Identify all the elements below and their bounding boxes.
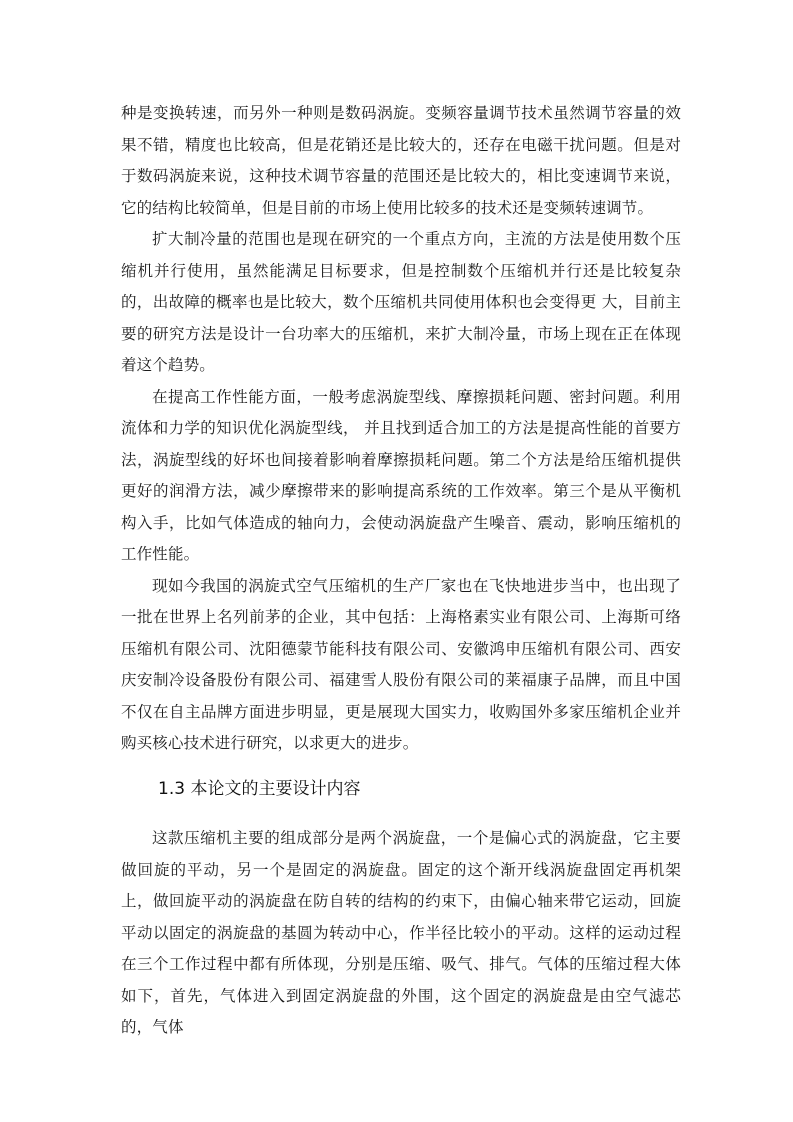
paragraph-performance: 在提高工作性能方面，一般考虑涡旋型线、摩擦损耗问题、密封问题。利用流体和力学的知识优化涡旋型线， 并且找到适合加工的方法是提高性能的首要方法，涡旋型线的好坏也间接着影响着摩擦损耗问题。第二个方法是给压缩机提供更好的润滑方法，减少摩擦带来的影响提高系统的工作效率。第三个是从平衡机构入手，比如气体造成的轴向力，会使动涡旋盘产生噪音、震动，影响压缩机的工作性能。	[121, 387, 681, 563]
paragraph-continuation: 种是变换转速，而另外一种则是数码涡旋。变频容量调节技术虽然调节容量的效果不错，精度也比较高，但是花销还是比较大的，还存在电磁干扰问题。但是对于数码涡旋来说，这种技术调节容量的范围还是比较大的，相比变速调节来说，它的结构比较简单，但是目前的市场上使用比较多的技术还是变频转速调节。	[121, 104, 681, 217]
paragraph-domestic-manufacturers: 现如今我国的涡旋式空气压缩机的生产厂家也在飞快地进步当中，也出现了一批在世界上名列前茅的企业，其中包括：上海格素实业有限公司、上海斯可络压缩机有限公司、沈阳德蒙节能科技有限公司、安徽鸿申压缩机有限公司、西安庆安制冷设备股份有限公司、福建雪人股份有限公司的莱福康子品牌，而且中国不仅在自主品牌方面进步明显，更是展现大国实力，收购国外多家压缩机企业并购买核心技术进行研究，以求更大的进步。	[121, 576, 681, 752]
section-heading: 1.3 本论文的主要设计内容	[158, 779, 361, 799]
body-text-upper	[121, 98, 681, 760]
paragraph-design-content: 这款压缩机主要的组成部分是两个涡旋盘，一个是偏心式的涡旋盘，它主要做回旋的平动，另一个是固定的涡旋盘。固定的这个渐开线涡旋盘固定再机架上，做回旋平动的涡旋盘在防自转的结构的约束下，由偏心轴来带它运动，回旋平动以固定的涡旋盘的基圆为转动中心，作半径比较小的平动。这样的运动过程在三个工作过程中都有所体现，分别是压缩、吸气、排气。气体的压缩过程大体如下，首先，气体进入到固定涡旋盘的外围，这个固定的涡旋盘是由空气滤芯的，气体	[121, 829, 681, 1036]
body-text-lower	[121, 823, 681, 1044]
paragraph-cooling-capacity: 扩大制冷量的范围也是现在研究的一个重点方向，主流的方法是使用数个压缩机并行使用，虽然能满足目标要求，但是控制数个压缩机并行还是比较复杂的，出故障的概率也是比较大，数个压缩机共同使用体积也会变得更 大，目前主要的研究方法是设计一台功率大的压缩机，来扩大制冷量，市场上现在正在体现着这个趋势。	[121, 230, 681, 374]
